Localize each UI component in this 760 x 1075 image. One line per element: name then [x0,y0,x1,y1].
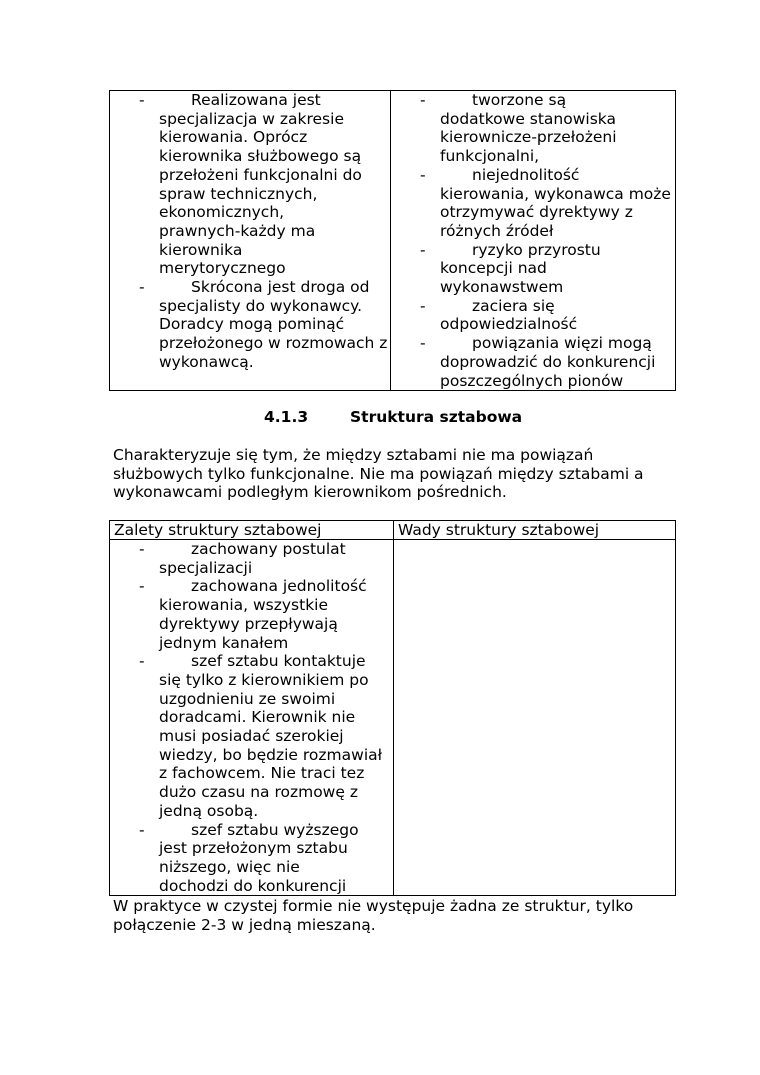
table2-header-left [110,521,394,540]
dash-bullet: - [139,820,145,839]
closing-paragraph: W praktyce w czystej formie nie występuje żadna ze struktur, tylko połączenie 2-3 w jedną mieszaną. [113,897,634,934]
list-item-text: zachowany postulat specjalizacji [159,540,346,577]
table2-header-right [394,521,676,540]
list-item [114,577,389,652]
section-title: Struktura sztabowa [350,408,523,426]
list-item [395,166,671,241]
list-item [114,91,386,278]
header-advantages: Zalety struktury sztabowej [114,521,322,539]
section-number: 4.1.3 [264,408,309,426]
table1-left-cell [110,91,391,391]
list-item-text: tworzone są dodatkowe stanowiska kierownicze-przełożeni funkcjonalni, [440,91,617,166]
comparison-table-staff [109,520,676,896]
header-disadvantages: Wady struktury sztabowej [398,521,600,539]
comparison-table-functional [109,90,676,391]
list-item [114,652,389,820]
list-item-text: ryzyko przyrostu koncepcji nad wykonawstwem [440,240,601,297]
dash-bullet: - [139,91,145,109]
table2-right-cell [394,540,676,896]
list-item [395,297,671,334]
dash-bullet: - [420,296,426,315]
list-item [395,91,671,166]
list-item-text: Realizowana jest specjalizacja w zakresie kierowania. Oprócz kierownika służbowego są przełożeni funkcjonalni do spraw technicznych, ekonomicznych, prawnych-każdy ma kierownika merytorycznego [159,91,362,278]
dash-bullet: - [420,240,426,259]
list-item-text: szef sztabu kontaktuje się tylko z kierownikiem po uzgodnieniu ze swoimi doradcami. Kierownik nie musi posiadać szerokiej wiedzy, bo będzie rozmawiał z fachowcem. Nie traci tez dużo czasu na rozmowę z jedną osobą. [159,652,383,820]
dash-bullet: - [139,577,145,596]
list-item-text: Skrócona jest droga od specjalisty do wykonawcy. Doradcy mogą pominąć przełożonego w rozmowach z wykonawcą. [159,278,388,371]
list-item-text: powiązania więzi mogą doprowadzić do konkurencji poszczególnych pionów [440,334,656,390]
dash-bullet: - [420,165,426,184]
list-item [395,334,671,390]
intro-paragraph: Charakteryzuje się tym, że między sztabami nie ma powiązań służbowych tylko funkcjonalne. Nie ma powiązań między sztabami a wykonawcami podległym kierownikom pośrednich. [113,446,644,502]
list-item [114,540,389,577]
list-item [114,821,389,896]
table2-left-cell [110,540,394,896]
list-item [395,241,671,297]
dash-bullet: - [139,652,145,671]
list-item-text: niejednolitość kierowania, wykonawca może otrzymywać dyrektywy z różnych źródeł [440,165,671,240]
list-item [114,278,386,372]
dash-bullet: - [139,278,145,297]
dash-bullet: - [420,334,426,353]
list-item-text: zaciera się odpowiedzialność [440,296,578,334]
list-item-text: zachowana jednolitość kierowania, wszystkie dyrektywy przepływają jednym kanałem [159,577,367,652]
list-item-text: szef sztabu wyższego jest przełożonym sztabu niższego, więc nie dochodzi do konkurencji [159,820,359,895]
table1-right-cell [391,91,676,391]
dash-bullet: - [139,540,145,558]
dash-bullet: - [420,91,426,109]
